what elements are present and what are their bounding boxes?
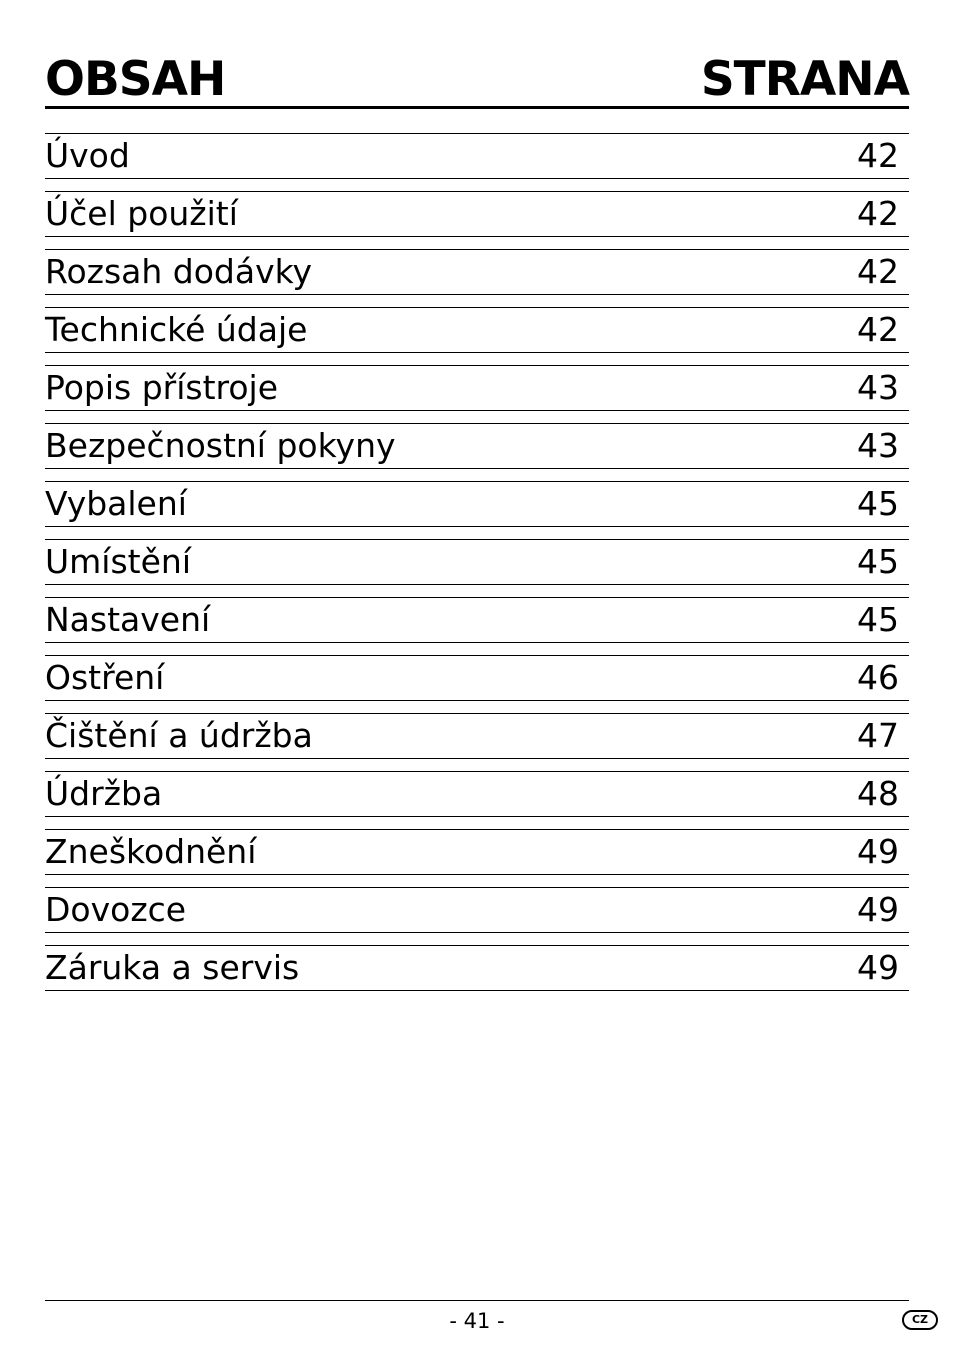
toc-title: Nastavení	[45, 600, 211, 639]
toc-page: 45	[857, 484, 899, 523]
toc-page: 43	[857, 368, 899, 407]
page-column-label: STRANA	[700, 52, 909, 107]
table-of-contents	[45, 133, 909, 1003]
toc-row[interactable]	[45, 655, 909, 701]
toc-page: 46	[857, 658, 899, 697]
toc-title: Záruka a servis	[45, 948, 300, 987]
toc-title: Vybalení	[45, 484, 187, 523]
toc-page: 45	[857, 542, 899, 581]
toc-header	[45, 50, 909, 109]
toc-title: Zneškodnění	[45, 832, 257, 871]
toc-title: Technické údaje	[45, 310, 308, 349]
toc-row[interactable]	[45, 423, 909, 469]
toc-row[interactable]	[45, 771, 909, 817]
footer-divider	[45, 1300, 909, 1301]
toc-row[interactable]	[45, 539, 909, 585]
toc-page: 48	[857, 774, 899, 813]
toc-row[interactable]	[45, 945, 909, 991]
toc-page: 43	[857, 426, 899, 465]
toc-row[interactable]	[45, 365, 909, 411]
toc-row[interactable]	[45, 133, 909, 179]
toc-title: Rozsah dodávky	[45, 252, 313, 291]
page-number: - 41 -	[449, 1309, 505, 1333]
toc-page: 49	[857, 948, 899, 987]
toc-title: Ostření	[45, 658, 165, 697]
toc-title: Údržba	[45, 774, 163, 813]
toc-title: Bezpečnostní pokyny	[45, 426, 396, 465]
toc-page: 42	[857, 194, 899, 233]
toc-title: Umístění	[45, 542, 191, 581]
toc-page: 49	[857, 832, 899, 871]
toc-row[interactable]	[45, 249, 909, 295]
toc-row[interactable]	[45, 597, 909, 643]
toc-page: 42	[857, 310, 899, 349]
toc-title: Účel použití	[45, 194, 238, 233]
page-title: OBSAH	[45, 52, 226, 107]
language-badge: CZ	[902, 1310, 938, 1330]
toc-row[interactable]	[45, 713, 909, 759]
toc-title: Popis přístroje	[45, 368, 279, 407]
toc-row[interactable]	[45, 829, 909, 875]
toc-page: 49	[857, 890, 899, 929]
toc-page: 42	[857, 252, 899, 291]
toc-row[interactable]	[45, 887, 909, 933]
toc-title: Úvod	[45, 136, 130, 175]
toc-page: 45	[857, 600, 899, 639]
toc-row[interactable]	[45, 191, 909, 237]
toc-title: Čištění a údržba	[45, 716, 313, 755]
toc-title: Dovozce	[45, 890, 187, 929]
toc-row[interactable]	[45, 481, 909, 527]
toc-page: 47	[857, 716, 899, 755]
toc-page: 42	[857, 136, 899, 175]
toc-row[interactable]	[45, 307, 909, 353]
